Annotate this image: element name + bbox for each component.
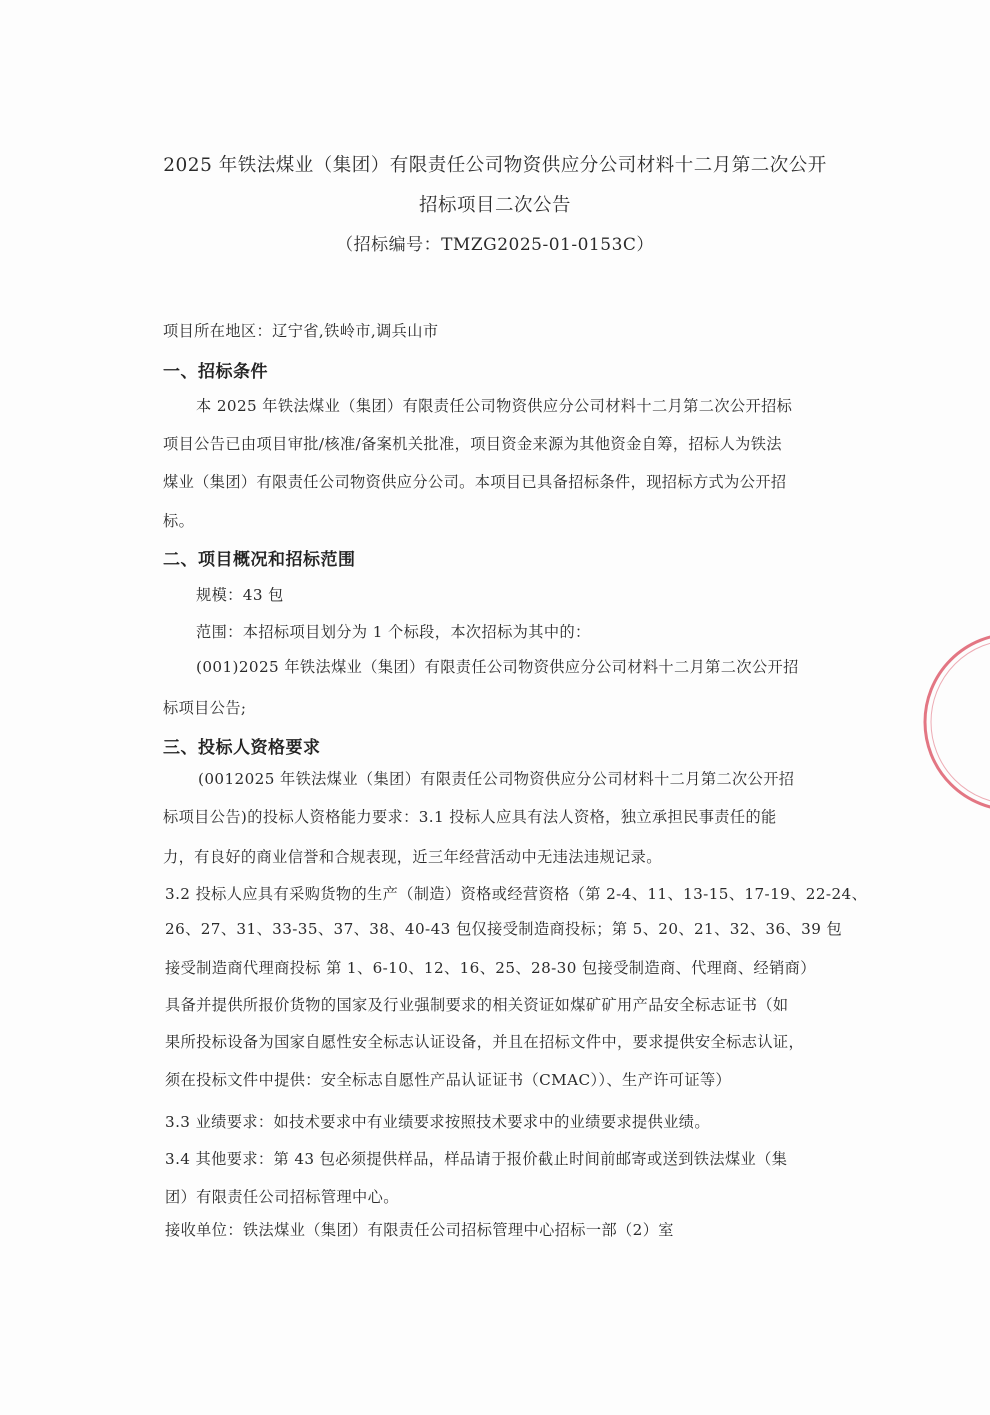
section-1-heading: 一、招标条件 [163,362,268,382]
section-1-line: 煤业（集团）有限责任公司物资供应分公司。本项目已具备招标条件，现招标方式为公开招 [163,473,787,491]
company-seal [918,622,990,822]
section-3-line: 团）有限责任公司招标管理中心。 [165,1188,399,1206]
section-3-line: 26、27、31、33-35、37、38、40-43 包仅接受制造商投标；第 5、20、21、32、36、39 包 [165,920,843,938]
section-2-heading: 二、项目概况和招标范围 [163,550,356,570]
section-3-line: 接受制造商代理商投标 第 1、6-10、12、16、25、28-30 包接受制造商、代理商、经销商） [165,959,816,977]
section-3-line: (0012025 年铁法煤业（集团）有限责任公司物资供应分公司材料十二月第二次公开招 [198,770,795,788]
section-3-line: 接收单位：铁法煤业（集团）有限责任公司招标管理中心招标一部（2）室 [165,1221,674,1239]
section-3-line: 果所投标设备为国家自愿性安全标志认证设备，并且在招标文件中，要求提供安全标志认证， [165,1033,805,1051]
section-1-line: 项目公告已由项目审批/核准/备案机关批准，项目资金来源为其他资金自筹，招标人为铁法 [163,435,782,453]
section-3-line: 标项目公告)的投标人资格能力要求：3.1 投标人应具有法人资格，独立承担民事责任的能 [163,808,777,826]
title-line-2: 招标项目二次公告 [418,195,571,216]
section-3-line: 3.4 其他要求：第 43 包必须提供样品，样品请于报价截止时间前邮寄或送到铁法煤业（集 [165,1150,788,1168]
section-2-line: 范围：本招标项目划分为 1 个标段，本次招标为其中的： [196,623,591,641]
section-3-line: 具备并提供所报价货物的国家及行业强制要求的相关资证如煤矿矿用产品安全标志证书（如 [165,996,789,1014]
section-2-line: 标项目公告; [163,699,247,717]
section-3-line: 3.3 业绩要求：如技术要求中有业绩要求按照技术要求中的业绩要求提供业绩。 [165,1113,710,1131]
section-3-line: 3.2 投标人应具有采购货物的生产（制造）资格或经营资格（第 2-4、11、13-15、17-19、22-24、 [165,885,868,903]
section-2-line: (001)2025 年铁法煤业（集团）有限责任公司物资供应分公司材料十二月第二次公开招 [196,658,799,676]
title-line-1: 2025 年铁法煤业（集团）有限责任公司物资供应分公司材料十二月第二次公开 [163,155,827,176]
location-line: 项目所在地区：辽宁省,铁岭市,调兵山市 [163,322,439,340]
bid-number: （招标编号：TMZG2025-01-0153C） [336,235,654,255]
section-3-heading: 三、投标人资格要求 [163,738,321,758]
section-3-line: 力，有良好的商业信誉和合规表现，近三年经营活动中无违法违规记录。 [163,848,662,866]
section-3-line: 须在投标文件中提供：安全标志自愿性产品认证证书（CMAC））、生产许可证等） [165,1071,732,1089]
section-1-line: 标。 [163,512,195,530]
section-1-line: 本 2025 年铁法煤业（集团）有限责任公司物资供应分公司材料十二月第二次公开招标 [196,397,793,415]
section-2-line: 规模：43 包 [196,586,284,604]
